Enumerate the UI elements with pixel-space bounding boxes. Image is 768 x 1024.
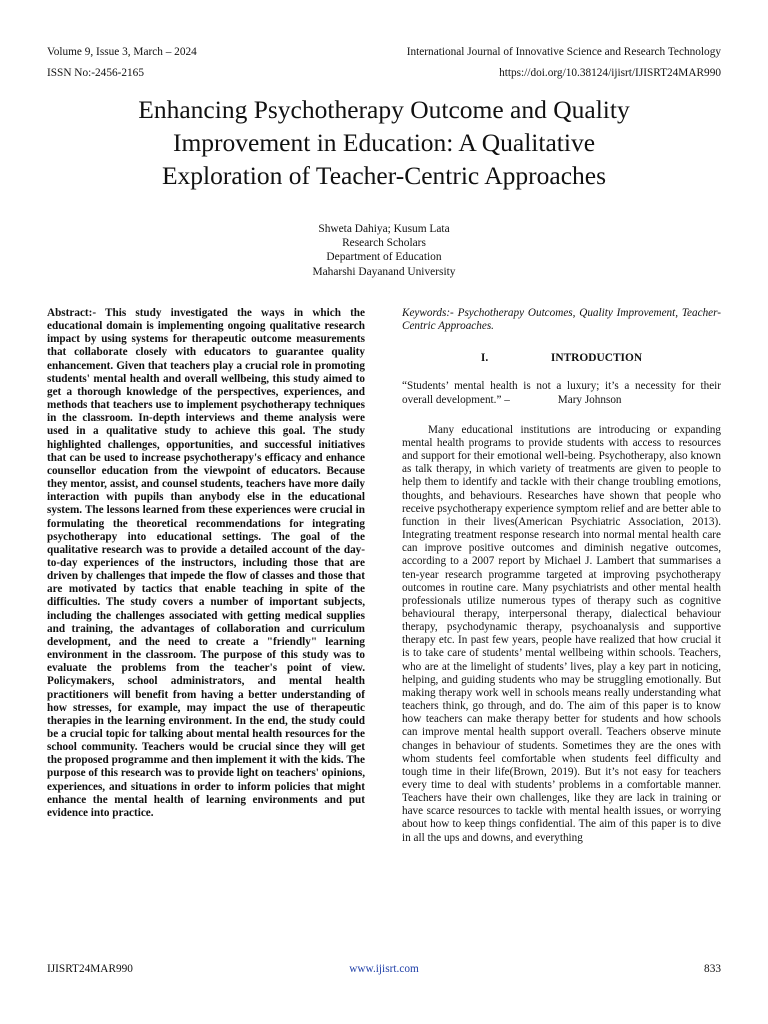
section-number: I.	[480, 352, 489, 365]
author-role: Research Scholars	[342, 237, 426, 250]
title-line: Enhancing Psychotherapy Outcome and Quality	[138, 95, 630, 124]
paper-title	[40, 93, 728, 192]
title-line: Exploration of Teacher-Centric Approaches	[161, 161, 607, 190]
author-block	[0, 222, 768, 279]
section-title: INTRODUCTION	[550, 352, 643, 365]
issn-number: ISSN No:-2456-2165	[47, 67, 144, 79]
website-link[interactable]: www.ijisrt.com	[349, 963, 419, 975]
epigraph-quote	[402, 380, 721, 406]
body-column	[402, 307, 721, 845]
quote-text: “Students’ mental health is not a luxury; it’s a necessity for their overall development.” –	[402, 380, 721, 406]
page-number: 833	[704, 963, 721, 975]
volume-issue: Volume 9, Issue 3, March – 2024	[47, 46, 197, 58]
quote-author: Mary Johnson	[557, 393, 622, 406]
footer-website-link	[0, 963, 768, 975]
doi-link[interactable]: https://doi.org/10.38124/ijisrt/IJISRT24MAR990	[499, 67, 721, 79]
title-line: Improvement in Education: A Qualitative	[172, 128, 596, 157]
abstract-column	[47, 307, 365, 820]
intro-paragraph: Many educational institutions are introducing or expanding mental health programs to provide students with access to resources and support for their emotional well-being. Psychotherapy, also known as talk therapy, in which variety of treatments are given to people to help them to identify and tackle with their change troubling emotions, thoughts, and behaviours. Researches have shown that people who receive psychotherapy experience symptom relief and are better able to function in their lives(American Psychiatric Association, 2013). Integrating treatment response research into normal mental health care can improve positive outcomes and diminish negative outcomes, according to a 2007 report by Michael J. Lambert that summarises a ten-year research programme targeted at improving psychotherapy outcomes in routine care. Many psychiatrists and other mental health professionals utilize numerous types of therapy such as cognitive behavioural therapy, interpersonal therapy, dialectical behaviour therapy, psychodynamic therapy, psychoanalysis and supportive therapy etc. In past few years, people have realized that how crucial it is to take care of students’ mental wellbeing within schools. Teachers, who are at the limelight of students’ lives, play a key part in noticing, helping, and guiding students who may be struggling emotionally. But making therapy work well in schools means really understanding what teachers think, go through, and do. The aim of this paper is to know how teachers can make therapy better for students and how schools can improve mental health support overall. Teachers observe minute changes in behaviour of students. Sometimes they are the ones with whom students feel comfortable when students feel difficulty and tough time in their life(Brown, 2019). But it’s not easy for teachers every time to deal with students’ problems in a comfortable manner. Teachers have their own challenges, like they are lack in training or have scarce resources to tackle with mental health issues, or worrying about how to keep things confidential. The aim of this paper is to dive in all the ups and downs, and everything	[402, 423, 722, 844]
journal-name: International Journal of Innovative Science and Research Technology	[406, 46, 721, 58]
abstract-text: Abstract:- This study investigated the ways in which the educational domain is implementing ongoing qualitative research impact by using systems for therapeutic outcome measurements that collaborate closely with educators to guarantee quality enhancement. Given that teachers play a crucial role in promoting students' mental health and overall wellbeing, this study aimed to get a thorough knowledge of the perspectives, experiences, and methods that teachers use to implement psychotherapy techniques in the classroom. In-depth interviews and theme analysis were used in a qualitative study to achieve this goal. The study highlighted challenges, opportunities, and successful initiatives that can be used to increase psychotherapy's efficacy and enhance counsellor education from the viewpoint of educators. Because they mentor, assist, and counsel students, teachers have more daily interaction with pupils than anybody else in the educational system. The lessons learned from these experiences were crucial in formulating the theoretical recommendations for integrating psychotherapy into educational settings. The goal of the qualitative research was to provide a detailed account of the day-to-day experiences of the instructors, including those that are driven by challenges that impede the flow of classes and those that are motivated by tactics that enable teaching in spite of the difficulties. The study covers a number of important subjects, including the challenges associated with getting medical supplies and training, the advantages of collaboration and curriculum development, and the need to create a "friendly" learning environment in the classroom. The purpose of this study was to evaluate the problems from the teacher's point of view. Policymakers, school administrators, and mental health practitioners will benefit from having a better understanding of how stresses, for example, may impact the use of therapeutic therapies in the learning environment. In the end, the study could be a crucial topic for talking about mental health resources for the school community. Teachers would be crucial since they will get the proposed programme and then implement it with the kids. The purpose of this research was to provide light on teachers' opinions, experiences, and situations in order to inform policies that might enhance the mental health of learning environments and put evidence into practice.	[47, 307, 365, 819]
footer-paper-id: IJISRT24MAR990	[47, 963, 133, 975]
keywords: Keywords:- Psychotherapy Outcomes, Quality Improvement, Teacher-Centric Approaches.	[402, 307, 721, 333]
author-names: Shweta Dahiya; Kusum Lata	[318, 223, 450, 235]
section-heading	[402, 352, 721, 365]
author-university: Maharshi Dayanand University	[312, 265, 456, 278]
author-department: Department of Education	[326, 251, 442, 264]
